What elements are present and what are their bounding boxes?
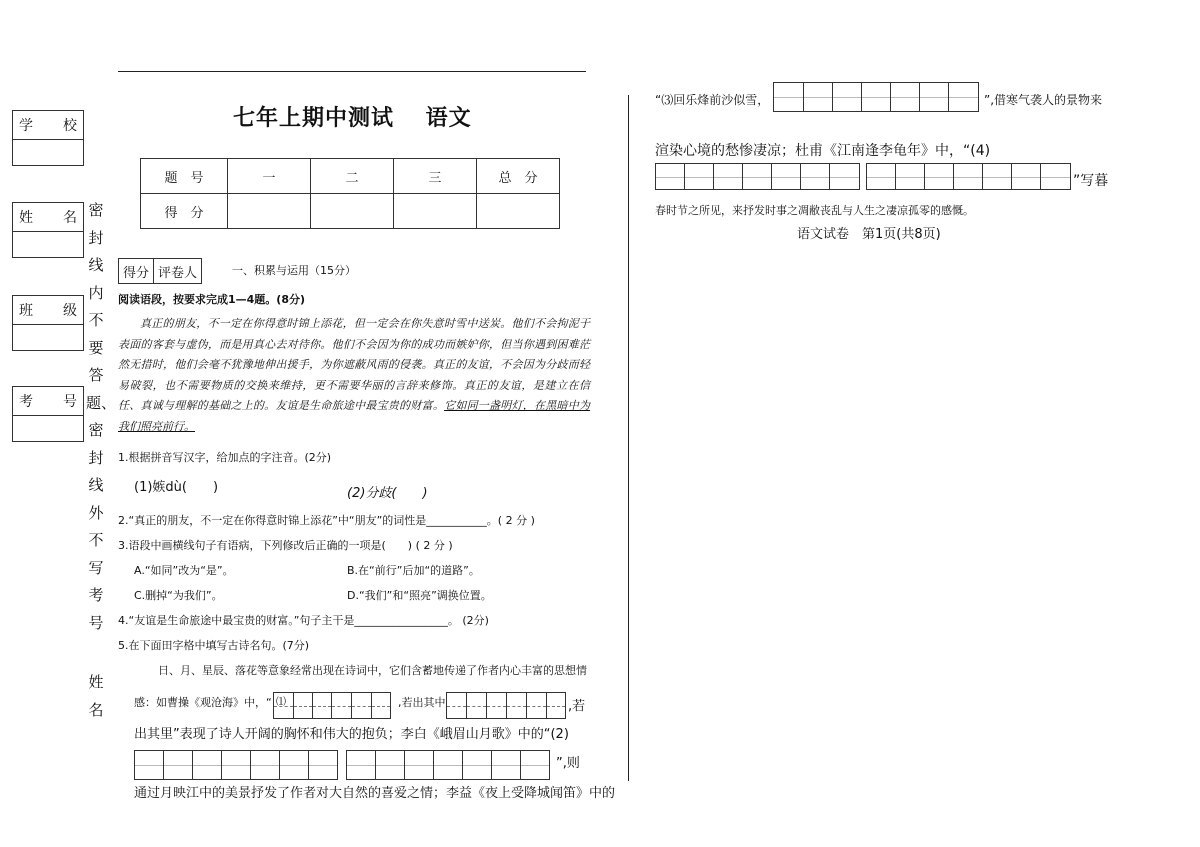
school-box[interactable]: 学 校 [12, 110, 84, 166]
answer-grid-2[interactable] [446, 692, 566, 719]
right-line-1-start: “⑶回乐烽前沙似雪， [655, 93, 770, 107]
question-3-option-a[interactable]: A.“如同”改为“是”。 [134, 564, 234, 577]
underlined-sentence: 它如同一盏明灯，在黑暗中为我们照亮前行。 [118, 399, 591, 433]
q5-line-2-start: 感：如曹操《观沧海》中，“ [134, 696, 272, 709]
answer-grid-1[interactable]: ⑴ [273, 692, 391, 719]
score-table-score-row: 得 分 [141, 194, 560, 229]
right-line-4: 春时节之所见，来抒发时事之凋敝丧乱与人生之凄凉孤零的感慨。 [655, 204, 974, 217]
answer-grid-4[interactable] [346, 750, 550, 780]
right-line-1-end: ”,借寒气袭人的景物来 [984, 93, 1103, 107]
class-box[interactable]: 班 级 [12, 295, 84, 351]
q5-line-1: 日、月、星辰、落花等意象经常出现在诗词中，它们含蓄地传递了作者内心丰富的思想情 [158, 664, 587, 677]
right-line-3-end: ”写暮 [1073, 173, 1109, 189]
column-divider [628, 95, 629, 781]
page-footer: 语文试卷 第1页(共8页) [797, 227, 941, 242]
question-3-option-d[interactable]: D.“我们”和“照亮”调换位置。 [347, 589, 492, 602]
question-5: 5.在下面田字格中填写古诗名句。(7分) [118, 639, 310, 652]
seal-name-text: 姓名 [88, 673, 104, 719]
name-box[interactable]: 姓 名 [12, 202, 84, 258]
q5-line-3: 出其里”表现了诗人开阔的胸怀和伟大的抱负；李白《峨眉山月歌》中的“(2) [134, 727, 569, 742]
grader-box[interactable]: 得分 评卷人 [118, 258, 202, 284]
seal-line-text: 密封线内不要答题、密封线外不写考号 [86, 201, 117, 632]
question-4: 4.“友谊是生命旅途中最宝贵的财富。”句子主干是_________________。 (2分) [118, 614, 489, 627]
question-1-a: (1)嫉dù( ) [134, 480, 219, 495]
page-title: 七年上期中测试 语文 [233, 106, 472, 131]
question-1: 1.根据拼音写汉字，给加点的字注音。(2分) [118, 451, 332, 464]
reading-instruction: 阅读语段，按要求完成1—4题。(8分) [118, 293, 306, 306]
answer-grid-3[interactable] [134, 750, 338, 780]
score-cell-total[interactable] [477, 194, 560, 229]
score-table [140, 158, 560, 229]
q5-line-2-end: ,若 [568, 699, 586, 714]
exam-number-box[interactable]: 考 号 [12, 386, 84, 442]
answer-grid-5[interactable] [773, 82, 979, 112]
section-heading: 一、积累与运用（15分） [232, 264, 356, 277]
score-cell-3[interactable] [394, 194, 477, 229]
q5-line-5: 通过月映江中的美景抒发了作者对大自然的喜爱之情；李益《夜上受降城闻笛》中的 [134, 786, 616, 801]
answer-grid-6[interactable] [655, 163, 860, 190]
answer-grid-7[interactable] [866, 163, 1071, 190]
q5-line-2-mid: ,若出其中 [398, 696, 446, 709]
question-2: 2.“真正的朋友，不一定在你得意时锦上添花”中“朋友”的词性是___________。( 2 分 ) [118, 514, 535, 527]
q5-line-4-end: ”,则 [556, 756, 580, 771]
score-cell-2[interactable] [311, 194, 394, 229]
top-rule [118, 71, 586, 72]
score-table-header-row: 题 号 一 二 三 总 分 [141, 159, 560, 194]
question-3-option-c[interactable]: C.删掉“为我们”。 [134, 589, 223, 602]
score-cell-1[interactable] [228, 194, 311, 229]
question-3: 3.语段中画横线句子有语病，下列修改后正确的一项是( ) ( 2 分 ) [118, 539, 453, 552]
question-1-b: (2)分歧( ) [347, 486, 428, 501]
question-3-option-b[interactable]: B.在“前行”后加“的道路”。 [347, 564, 480, 577]
right-line-2: 渲染心境的愁惨凄凉；杜甫《江南逢李龟年》中，“(4) [655, 143, 991, 159]
reading-passage: 真正的朋友，不一定在你得意时锦上添花，但一定会在你失意时雪中送炭。他们不会拘泥于表面的客套与虚伪，而是用真心去对待你。他们不会因为你的成功而嫉妒你，但当你遇到困难茫然无措时，他们会毫不犹豫地伸出援手，为你遮蔽风雨的侵袭。真正的友谊，不会因为分歧而轻易破裂，也不需要物质的交换来维持，更不需要华丽的言辞来修饰。真正的友谊，是建立在信任、真诚与理解的基础之上的。友谊是生命旅途中最宝贵的财富。它如同一盏明灯，在黑暗中为我们照亮前行。 [118, 317, 591, 433]
